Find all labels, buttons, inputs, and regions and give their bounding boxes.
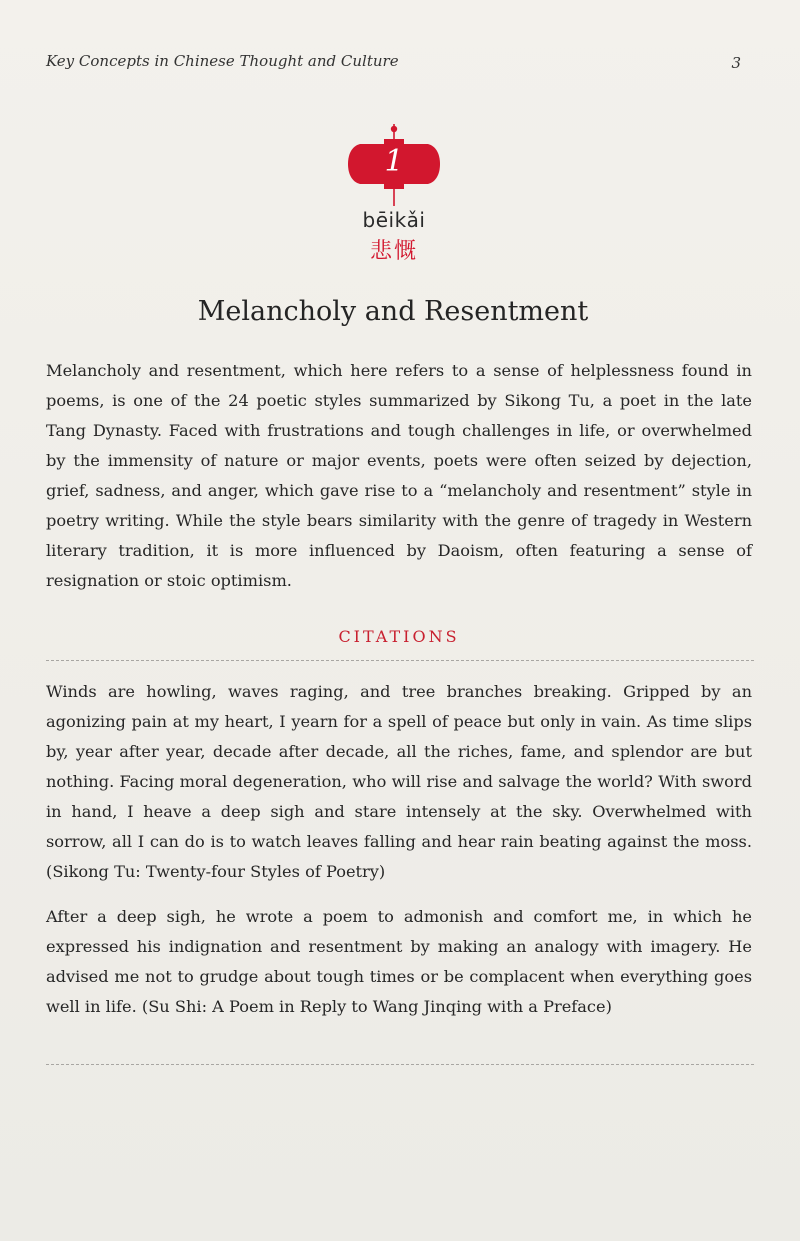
page-number: 3 <box>731 54 741 72</box>
entry-definition: Melancholy and resentment, which here refers to a sense of helplessness found in poems, is one of the 24 poetic styles summarized by Sikong Tu, a poet in the late Tang Dynasty. Faced with frustrations and tough challenges in life, or overwhelmed by the immensity of nature or major events, poets were often seized by dejection, grief, sadness, and anger, which gave rise to a “melancholy and resentment” style in poetry writing. While the style bears similarity with the genre of tragedy in Western literary tradition, it is more influenced by Daoism, often featuring a sense of resignation or stoic optimism. <box>46 361 752 590</box>
citation-paragraph: After a deep sigh, he wrote a poem to admonish and comfort me, in which he expressed his indignation and resentment by making an analogy with imagery. He advised me not to grudge about tough times or be complacent when everything goes well in life. (Su Shi: A Poem in Reply to Wang Jinqing with a Preface) <box>46 907 752 1016</box>
entry-number: 1 <box>384 144 404 179</box>
entry-pinyin: bēikǎi <box>362 208 426 232</box>
citation-paragraph: Winds are howling, waves raging, and tree branches breaking. Gripped by an agonizing pain at my heart, I yearn for a spell of peace but only in vain. As time slips by, year after year, decade after decade, all the riches, fame, and splendor are but nothing. Facing moral degeneration, who will rise and salvage the world? With sword in hand, I heave a deep sigh and stare intensely at the sky. Overwhelmed with sorrow, all I can do is to watch leaves falling and hear rain beating against the moss. (Sikong Tu: Twenty-four Styles of Poetry) <box>46 682 752 881</box>
citations-heading: CITATIONS <box>338 627 460 646</box>
entry-title: Melancholy and Resentment <box>197 296 589 327</box>
entry-chinese-characters: 悲慨 <box>369 239 418 264</box>
running-header: Key Concepts in Chinese Thought and Culture <box>46 52 399 70</box>
citations-divider-bottom <box>46 1064 754 1065</box>
citations-divider-top <box>46 660 754 661</box>
